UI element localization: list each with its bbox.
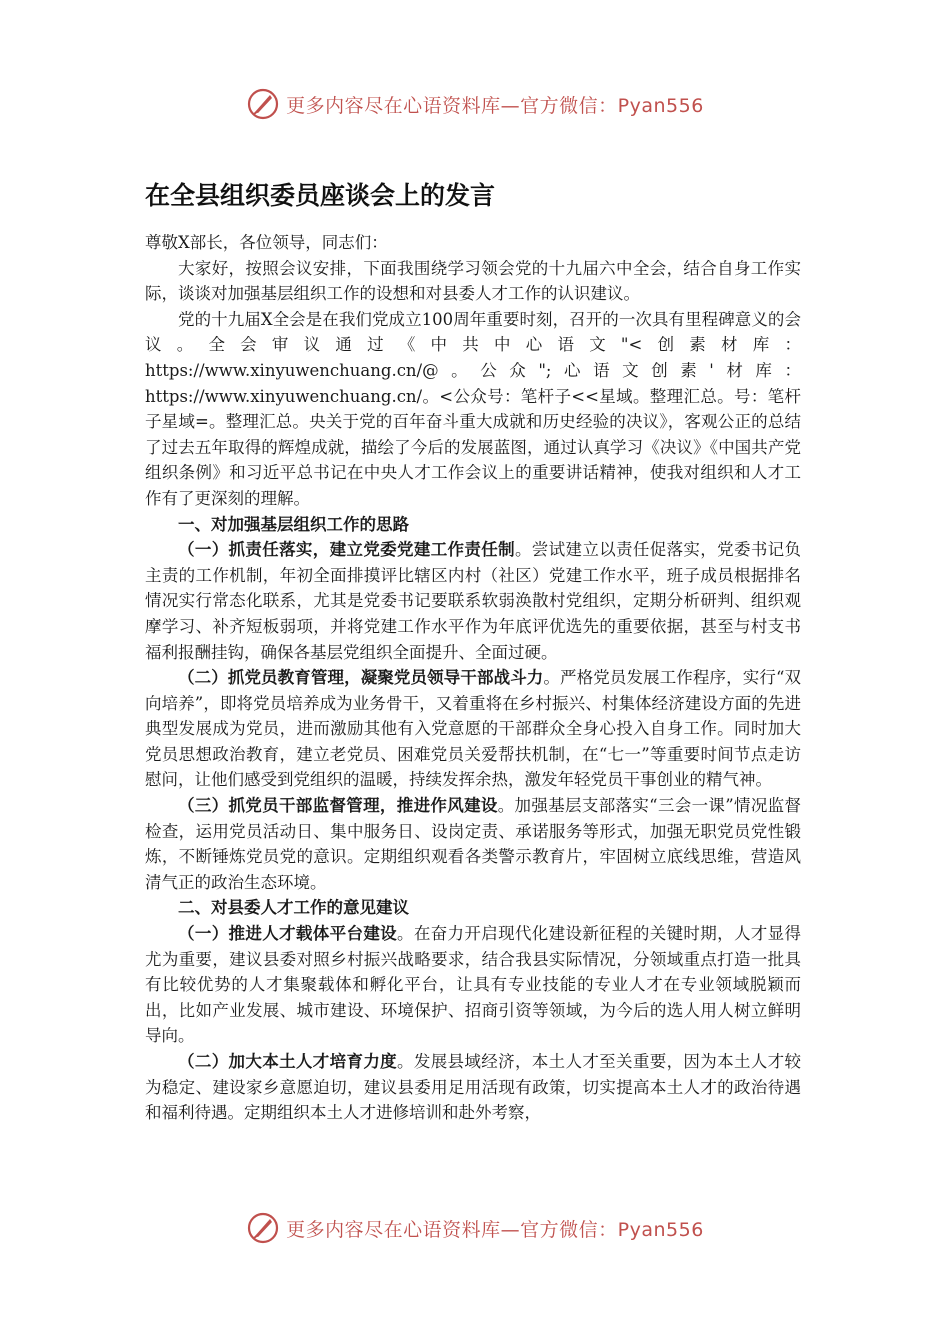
document-title: 在全县组织委员座谈会上的发言 <box>145 181 496 210</box>
paragraph-intro: 大家好，按照会议安排，下面我围绕学习领会党的十九届六中全会，结合自身工作实际，谈谈对加强基层组织工作的设想和对县委人才工作的认识建议。 <box>145 258 801 304</box>
subsection-2-1 <box>145 921 801 1049</box>
subsection-1-3-body: 。加强基层支部落实“三会一课”情况监督检查，运用党员活动日、集中服务日、设岗定责、承诺服务等形式，加强无职党员党性锻炼，不断锤炼党员党的意识。定期组织观看各类警示教育片，牢固树立底线思维，营造风清气正的政治生态环境。 <box>145 796 802 892</box>
subsection-2-2 <box>145 1049 801 1126</box>
subsection-1-2-lead: （二）抓党员教育管理，凝聚党员领导干部战斗力 <box>178 668 544 688</box>
section-heading-2: 二、对县委人才工作的意见建议 <box>178 898 409 918</box>
subsection-1-2-body: 。严格党员发展工作程序，实行“双向培养”，即将党员培养成为业务骨干，又着重将在乡村振兴、村集体经济建设方面的先进典型发展成为党员，进而激励其他有入党意愿的干部群众全身心投入自身工作。同时加大党员思想政治教育，建立老党员、困难党员关爱帮扶机制，在“七一”等重要时间节点走访慰问，让他们感受到党组织的温暖，持续发挥余热，激发年轻党员干事创业的精气神。 <box>145 668 802 790</box>
salutation: 尊敬X部长，各位领导，同志们： <box>145 233 388 252</box>
subsection-2-2-body: 。发展县域经济，本土人才至关重要，因为本土人才较为稳定、建设家乡意愿迫切，建议县委用足用活现有政策，切实提高本土人才的政治待遇和福利待遇。定期组织本土人才进修培训和赴外考察， <box>145 1052 802 1123</box>
paragraph-plenum: 党的十九届X全会是在我们党成立100周年重要时刻，召开的一次具有里程碑意义的会议。全会审议通过《中共中心语文"<创素材库：https://www.xinyuwenchuang.cn/@。公众";心语文创素'材库：https://www.xinyuwenchuang.cn/。<公众号：笔杆子<<星域。整理汇总。号：笔杆子星域=。整理汇总。央关于党的百年奋斗重大成就和历史经验的决议》，客观公正的总结了过去五年取得的辉煌成就，描绘了今后的发展蓝图，通过认真学习《决议》《中国共产党组织条例》和习近平总书记在中央人才工作会议上的重要讲话精神，使我对组织和人才工作有了更深刻的理解。 <box>145 309 801 508</box>
subsection-1-2 <box>145 665 801 793</box>
subsection-2-2-lead: （二）加大本土人才培育力度 <box>178 1052 398 1071</box>
subsection-2-1-body: 。在奋力开启现代化建设新征程的关键时期，人才显得尤为重要，建议县委对照乡村振兴战略要求，结合我县实际情况，分领域重点打造一批具有比较优势的人才集聚载体和孵化平台，让具有专业技能的专业人才在专业领域脱颖而出，比如产业发展、城市建设、环境保护、招商引资等领域，为今后的选人用人树立鲜明导向。 <box>145 924 802 1046</box>
subsection-1-1 <box>145 537 801 665</box>
document-body <box>145 178 801 1126</box>
subsection-1-3-lead: （三）抓党员干部监督管理，推进作风建设 <box>178 796 498 816</box>
banner-text: 更多内容尽在心语资料库—官方微信：Pyan556 <box>286 94 704 117</box>
subsection-1-1-body: 。尝试建立以责任促落实，党委书记负主责的工作机制，年初全面排摸评比辖区内村（社区）党建工作水平，班子成员根据排名情况实行常态化联系，尤其是党委书记要联系软弱涣散村党组织，定期分析研判、组织观摩学习、补齐短板弱项，并将党建工作水平作为年底评优选先的重要依据，甚至与村支书福利报酬挂钩，确保各基层党组织全面提升、全面过硬。 <box>145 540 802 662</box>
subsection-1-3 <box>145 793 801 895</box>
quill-logo-icon <box>246 1211 280 1245</box>
subsection-1-1-lead: （一）抓责任落实，建立党委党建工作责任制 <box>178 540 515 560</box>
quill-logo-icon <box>246 87 280 121</box>
section-heading-1: 一、对加强基层组织工作的思路 <box>178 514 409 534</box>
header-banner <box>0 84 950 124</box>
banner-text: 更多内容尽在心语资料库—官方微信：Pyan556 <box>286 1218 704 1241</box>
footer-banner <box>0 1208 950 1248</box>
subsection-2-1-lead: （一）推进人才载体平台建设 <box>178 924 398 944</box>
